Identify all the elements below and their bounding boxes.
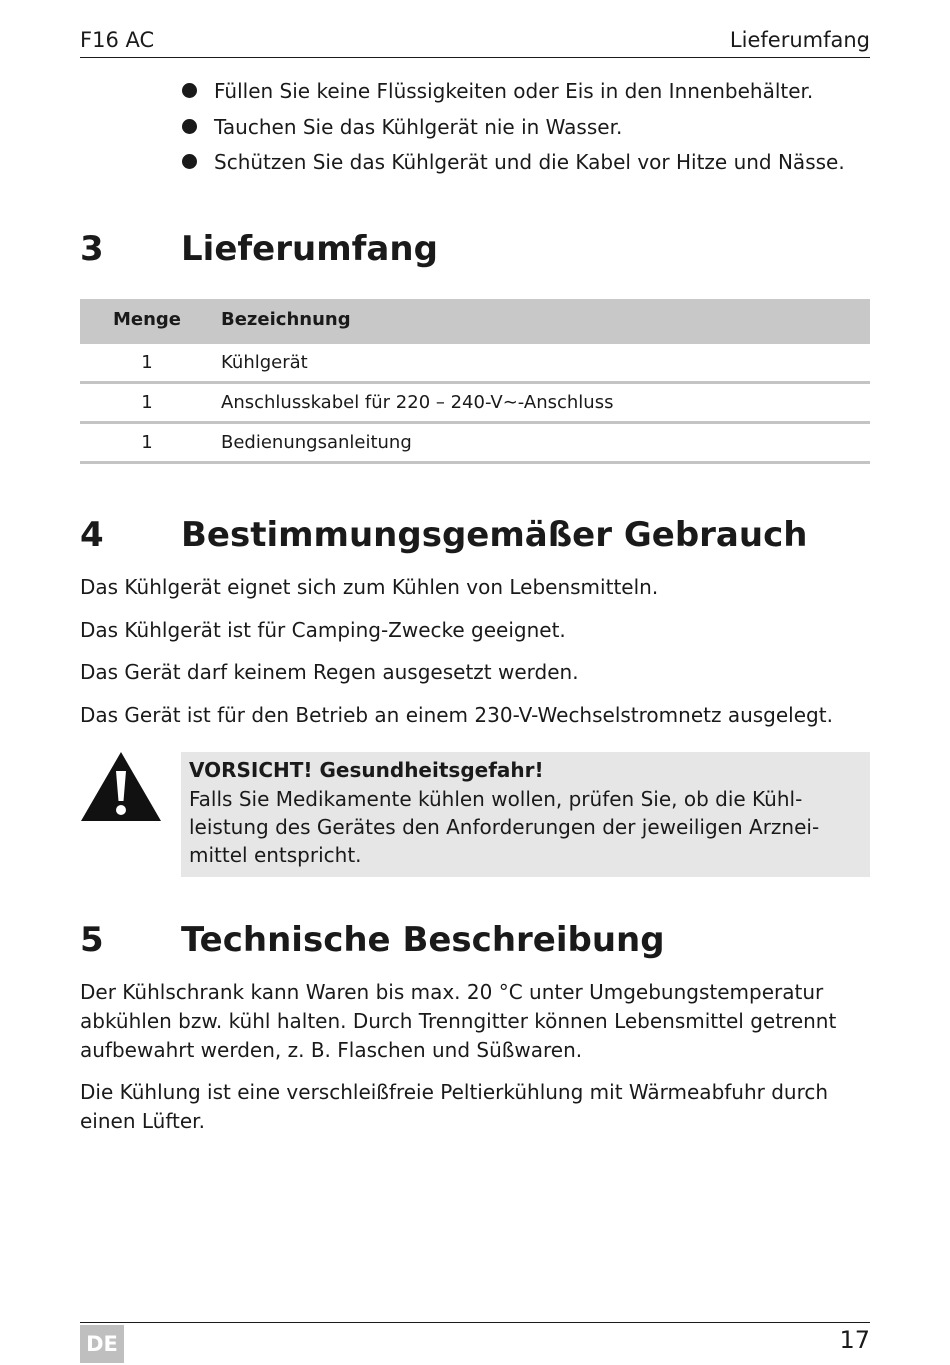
list-item: Füllen Sie keine Flüssigkeiten oder Eis in den Innenbehälter. [180,76,845,112]
section-4-title: Bestimmungsgemäßer Gebrauch [181,515,808,555]
bullet-icon [182,119,197,134]
paragraph-line: Die Kühlung ist eine verschleißfreie Peltierkühlung mit Wärmeabfuhr durch [80,1080,829,1104]
paragraph-line: einen Lüfter. [80,1109,205,1133]
header-section: Lieferumfang [729,28,870,52]
list-item: Tauchen Sie das Kühlgerät nie in Wasser. [180,112,845,148]
header-divider [80,57,870,58]
usage-paragraph: Das Gerät ist für den Betrieb an einem 230-V-Wechselstromnetz ausgelegt. [80,703,833,727]
section-5-number: 5 [80,920,104,960]
footer-divider [80,1322,870,1323]
cell-name: Kühlgerät [221,352,308,373]
list-item: Schützen Sie das Kühlgerät und die Kabel vor Hitze und Nässe. [180,147,845,183]
table-row [80,344,870,384]
table-row [80,384,870,424]
header-model: F16 AC [80,28,155,52]
section-4-number: 4 [80,515,104,555]
paragraph-line: aufbewahrt werden, z. B. Flaschen und Süßwaren. [80,1038,583,1062]
usage-paragraph: Das Kühlgerät ist für Camping-Zwecke geeignet. [80,618,566,642]
warning-triangle-icon [80,751,162,827]
cell-name: Anschlusskabel für 220 – 240-V∼-Anschluss [221,392,614,413]
bullet-icon [182,154,197,169]
section-3-number: 3 [80,229,104,269]
paragraph-line: abkühlen bzw. kühl halten. Durch Trenngitter können Lebensmittel getrennt [80,1009,837,1033]
column-header-name: Bezeichnung [221,309,351,330]
scope-of-delivery-table [80,299,870,464]
cell-qty: 1 [141,392,153,413]
language-badge: DE [80,1325,124,1363]
section-3-title: Lieferumfang [181,229,438,269]
cell-qty: 1 [141,432,153,453]
caution-text-line: leistung des Gerätes den Anforderungen der jeweiligen Arznei- [189,815,820,839]
bullet-icon [182,83,197,98]
page-number: 17 [839,1326,870,1354]
table-row [80,424,870,464]
section-5-title: Technische Beschreibung [181,920,665,960]
description-paragraph [80,978,870,1065]
caution-title: VORSICHT! Gesundheitsgefahr! [189,758,544,782]
safety-bullet-list [180,76,845,183]
cell-name: Bedienungsanleitung [221,432,412,453]
caution-box [181,752,870,877]
caution-text-line: Falls Sie Medikamente kühlen wollen, prüfen Sie, ob die Kühl- [189,787,803,811]
cell-qty: 1 [141,352,153,373]
description-paragraph [80,1078,870,1136]
usage-paragraph: Das Gerät darf keinem Regen ausgesetzt werden. [80,660,579,684]
column-header-qty: Menge [112,309,182,330]
table-header-row [80,299,870,344]
caution-text-line: mittel entspricht. [189,843,362,867]
usage-paragraph: Das Kühlgerät eignet sich zum Kühlen von Lebensmitteln. [80,575,659,599]
paragraph-line: Der Kühlschrank kann Waren bis max. 20 °C unter Umgebungstemperatur [80,980,824,1004]
